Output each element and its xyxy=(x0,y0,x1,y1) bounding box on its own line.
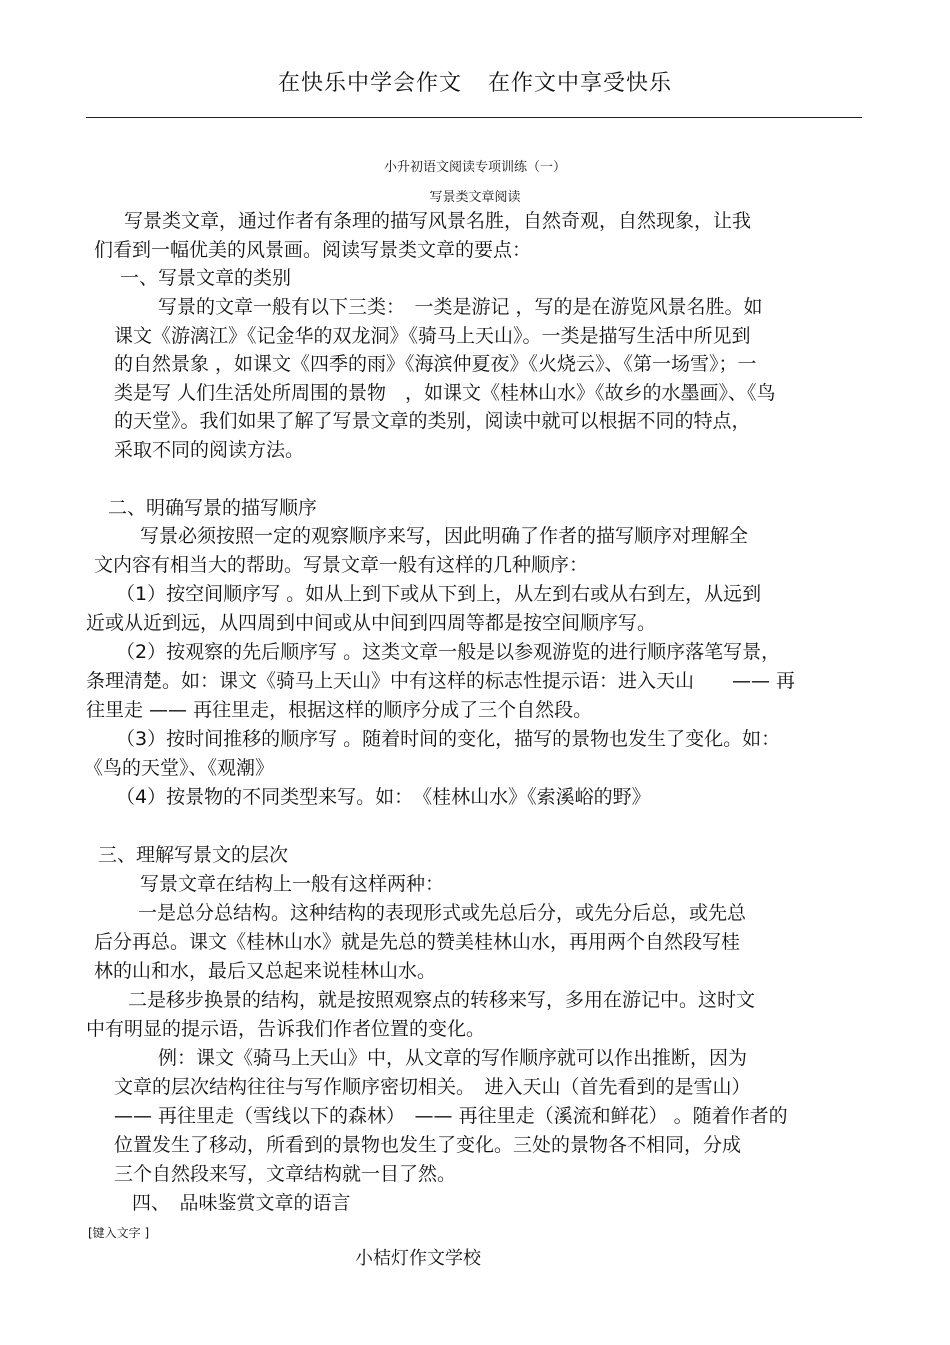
body-line: —— 再往里走（雪线以下的森林） —— 再往里走（溪流和鲜花） 。随着作者的 xyxy=(114,1105,788,1127)
body-line: 近或从近到远，从四周到中间或从中间到四周等都是按空间顺序写。 xyxy=(86,612,657,634)
body-line: 《鸟的天堂》、《观潮》 xyxy=(84,757,275,779)
body-line: 文内容有相当大的帮助。写景文章一般有这样的几种顺序： xyxy=(94,554,589,576)
footer-school-name: 小桔灯作文学校 xyxy=(355,1248,481,1269)
header-motto-left: 在快乐中学会作文 xyxy=(277,71,462,96)
body-line: 三个自然段来写，文章结构就一目了然。 xyxy=(114,1163,457,1185)
document-subtitle: 写景类文章阅读 xyxy=(429,190,521,205)
body-line: 二是移步换景的结构，就是按照观察点的转移来写，多用在游记中。这时文 xyxy=(128,989,756,1011)
document-title: 小升初语文阅读专项训练（一） xyxy=(383,160,566,175)
body-line: 类是写 人们生活处所周围的景物 ，如课文《桂林山水》《故乡的水墨画》、《鸟 xyxy=(114,382,776,404)
body-line: 往里走 —— 再往里走，根据这样的顺序分成了三个自然段。 xyxy=(86,699,593,721)
body-line: 写景文章在结构上一般有这样两种： xyxy=(140,873,445,895)
body-line: 文章的层次结构往往与写作顺序密切相关。 进入天山（首先看到的是雪山） xyxy=(114,1076,751,1098)
body-line: 采取不同的阅读方法。 xyxy=(114,439,305,461)
header-divider xyxy=(86,117,862,118)
section-heading: 三、理解写景文的层次 xyxy=(98,844,289,866)
page-header xyxy=(0,66,950,97)
body-line: 们看到一幅优美的风景画。阅读写景类文章的要点： xyxy=(94,239,532,261)
body-line: 后分再总。课文《桂林山水》就是先总的赞美桂林山水，再用两个自然段写桂 xyxy=(94,931,741,953)
footer-placeholder-text: [键入文字 ] xyxy=(88,1226,150,1240)
body-line: 林的山和水，最后又总起来说桂林山水。 xyxy=(94,960,437,982)
body-line: 例：课文《骑马上天山》中，从文章的写作顺序就可以作出推断，因为 xyxy=(158,1047,748,1069)
body-line: 位置发生了移动，所看到的景物也发生了变化。三处的景物各不相同，分成 xyxy=(114,1134,742,1156)
body-line: 的天堂》。我们如果了解了写景文章的类别，阅读中就可以根据不同的特点， xyxy=(114,410,751,432)
body-line: 的自然景象 ，如课文《四季的雨》《海滨仲夏夜》《火烧云》、《第一场雪》；一 xyxy=(114,353,757,375)
section-heading: 二、明确写景的描写顺序 xyxy=(108,497,318,519)
section-heading: 四、 品味鉴赏文章的语言 xyxy=(132,1192,351,1214)
body-line: （1）按空间顺序写 。如从上到下或从下到上，从左到右或从右到左，从远到 xyxy=(116,583,762,605)
body-line: （4）按景物的不同类型来写。如： 《桂林山水》《索溪峪的野》 xyxy=(116,786,651,808)
body-line: 中有明显的提示语，告诉我们作者位置的变化。 xyxy=(86,1018,486,1040)
body-line: （3）按时间推移的顺序写 。随着时间的变化，描写的景物也发生了变化。如： xyxy=(116,728,781,750)
body-line: 写景必须按照一定的观察顺序来写，因此明确了作者的描写顺序对理解全 xyxy=(140,525,749,547)
body-line: （2）按观察的先后顺序写 。这类文章一般是以参观游览的进行顺序落笔写景， xyxy=(116,641,781,663)
body-line: 课文《游漓江》《记金华的双龙洞》《骑马上天山》。一类是描写生活中所见到 xyxy=(114,325,751,347)
body-line: 一是总分总结构。这种结构的表现形式或先总后分，或先分后总，或先总 xyxy=(138,902,747,924)
body-line: 条理清楚。如：课文《骑马上天山》中有这样的标志性提示语：进入天山 —— 再 xyxy=(86,670,796,692)
body-line: 写景类文章，通过作者有条理的描写风景名胜，自然奇观，自然现象，让我 xyxy=(124,210,752,232)
body-line: 写景的文章一般有以下三类： 一类是游记 ，写的是在游览风景名胜。如 xyxy=(158,296,763,318)
section-heading: 一、写景文章的类别 xyxy=(120,267,292,289)
header-motto-right: 在作文中享受快乐 xyxy=(488,71,673,96)
